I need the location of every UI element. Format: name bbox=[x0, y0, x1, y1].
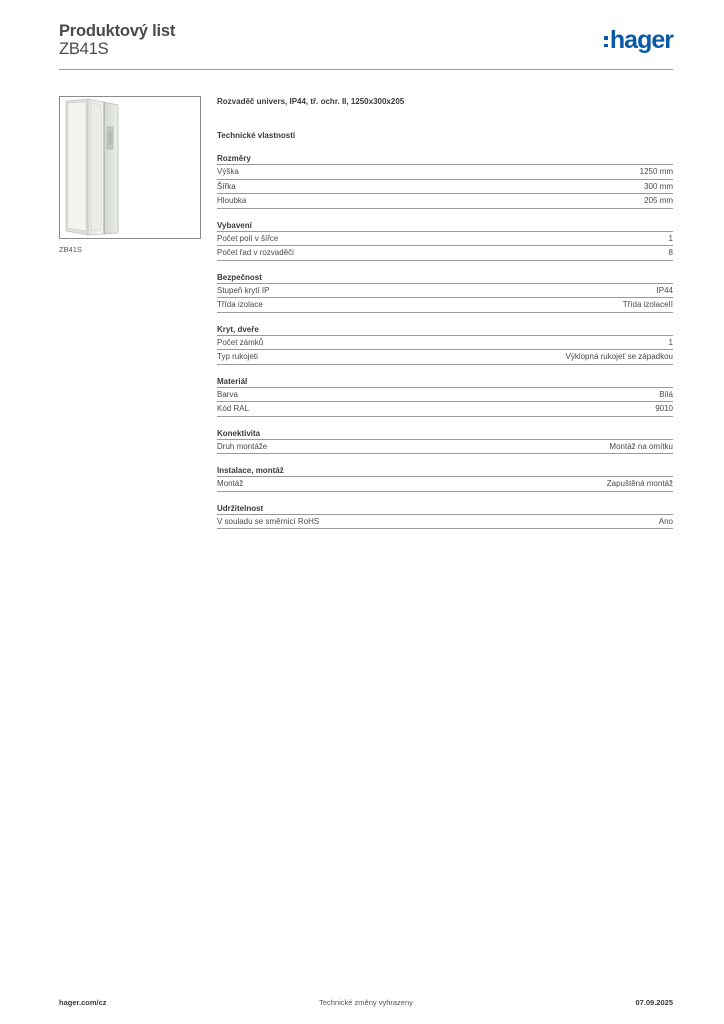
spec-value: Zapuštěná montáž bbox=[606, 479, 673, 489]
spec-group bbox=[217, 464, 673, 492]
spec-value: Třída izolaceII bbox=[622, 300, 673, 310]
spec-content bbox=[217, 96, 673, 529]
image-caption: ZB41S bbox=[59, 245, 82, 254]
spec-value: Ano bbox=[658, 516, 673, 526]
spec-value: IP44 bbox=[656, 285, 673, 295]
spec-label: Třída izolace bbox=[217, 300, 263, 310]
spec-label: Výška bbox=[217, 167, 239, 177]
spec-value: Výklopná rukojeť se západkou bbox=[565, 352, 673, 362]
spec-row bbox=[217, 180, 673, 195]
spec-row bbox=[217, 515, 673, 530]
spec-label: Druh montáže bbox=[217, 441, 268, 451]
spec-group-title: Konektivita bbox=[217, 427, 673, 440]
footer-notice: Technické změny vyhrazeny bbox=[319, 998, 413, 1007]
spec-group-title: Rozměry bbox=[217, 152, 673, 165]
spec-group-title: Bezpečnost bbox=[217, 271, 673, 284]
spec-row bbox=[217, 388, 673, 403]
spec-row bbox=[217, 165, 673, 180]
spec-value: 1250 mm bbox=[639, 167, 673, 177]
spec-group bbox=[217, 323, 673, 365]
spec-value: 205 mm bbox=[644, 196, 673, 206]
spec-groups bbox=[217, 152, 673, 529]
spec-group-title: Kryt, dveře bbox=[217, 323, 673, 336]
logo-text: hager bbox=[609, 25, 673, 54]
spec-group-title: Udržitelnost bbox=[217, 502, 673, 515]
spec-label: Typ rukojeti bbox=[217, 352, 258, 362]
header-divider bbox=[59, 69, 673, 70]
spec-row bbox=[217, 350, 673, 365]
spec-group-title: Materiál bbox=[217, 375, 673, 388]
technical-heading: Technické vlastnosti bbox=[217, 131, 296, 140]
spec-group bbox=[217, 427, 673, 455]
page-header bbox=[59, 20, 673, 70]
footer-date: 07.09.2025 bbox=[635, 998, 673, 1007]
spec-label: Barva bbox=[217, 389, 238, 399]
page-title: Produktový list bbox=[59, 22, 176, 40]
spec-value: Montáž na omítku bbox=[609, 441, 673, 451]
spec-label: Montáž bbox=[217, 479, 244, 489]
spec-row bbox=[217, 246, 673, 261]
spec-label: Hloubka bbox=[217, 196, 247, 206]
spec-row bbox=[217, 440, 673, 455]
spec-label: Počet polí v šířce bbox=[217, 233, 279, 243]
spec-label: Kód RAL bbox=[217, 404, 250, 414]
spec-group bbox=[217, 152, 673, 209]
spec-value: 9010 bbox=[655, 404, 673, 414]
spec-value: 8 bbox=[668, 248, 673, 258]
footer-website: hager.com/cz bbox=[59, 998, 107, 1007]
spec-row bbox=[217, 298, 673, 313]
spec-group-title: Instalace, montáž bbox=[217, 464, 673, 477]
spec-value: 1 bbox=[668, 233, 673, 243]
spec-label: V souladu se směrnicí RoHS bbox=[217, 516, 320, 526]
spec-row bbox=[217, 336, 673, 351]
spec-group bbox=[217, 375, 673, 417]
spec-label: Počet zámků bbox=[217, 337, 264, 347]
spec-group bbox=[217, 219, 673, 261]
page-footer bbox=[59, 998, 673, 1010]
spec-group bbox=[217, 502, 673, 530]
spec-label: Počet řad v rozvaděči bbox=[217, 248, 294, 258]
spec-row bbox=[217, 284, 673, 299]
hager-logo bbox=[604, 26, 673, 54]
spec-value: 1 bbox=[668, 337, 673, 347]
spec-row bbox=[217, 232, 673, 247]
spec-label: Stupeň krytí IP bbox=[217, 285, 270, 295]
spec-value: 300 mm bbox=[644, 181, 673, 191]
logo-colon-icon bbox=[604, 36, 608, 47]
spec-group bbox=[217, 271, 673, 313]
product-image bbox=[59, 96, 201, 239]
distribution-cabinet-illustration bbox=[60, 97, 200, 238]
spec-group-title: Vybavení bbox=[217, 219, 673, 232]
spec-value: Bílá bbox=[659, 389, 673, 399]
spec-row bbox=[217, 402, 673, 417]
product-description: Rozvaděč univers, IP44, tř. ochr. II, 1250x300x205 bbox=[217, 97, 405, 106]
product-code: ZB41S bbox=[59, 40, 109, 58]
spec-row bbox=[217, 477, 673, 492]
spec-label: Šířka bbox=[217, 181, 236, 191]
spec-row bbox=[217, 194, 673, 209]
